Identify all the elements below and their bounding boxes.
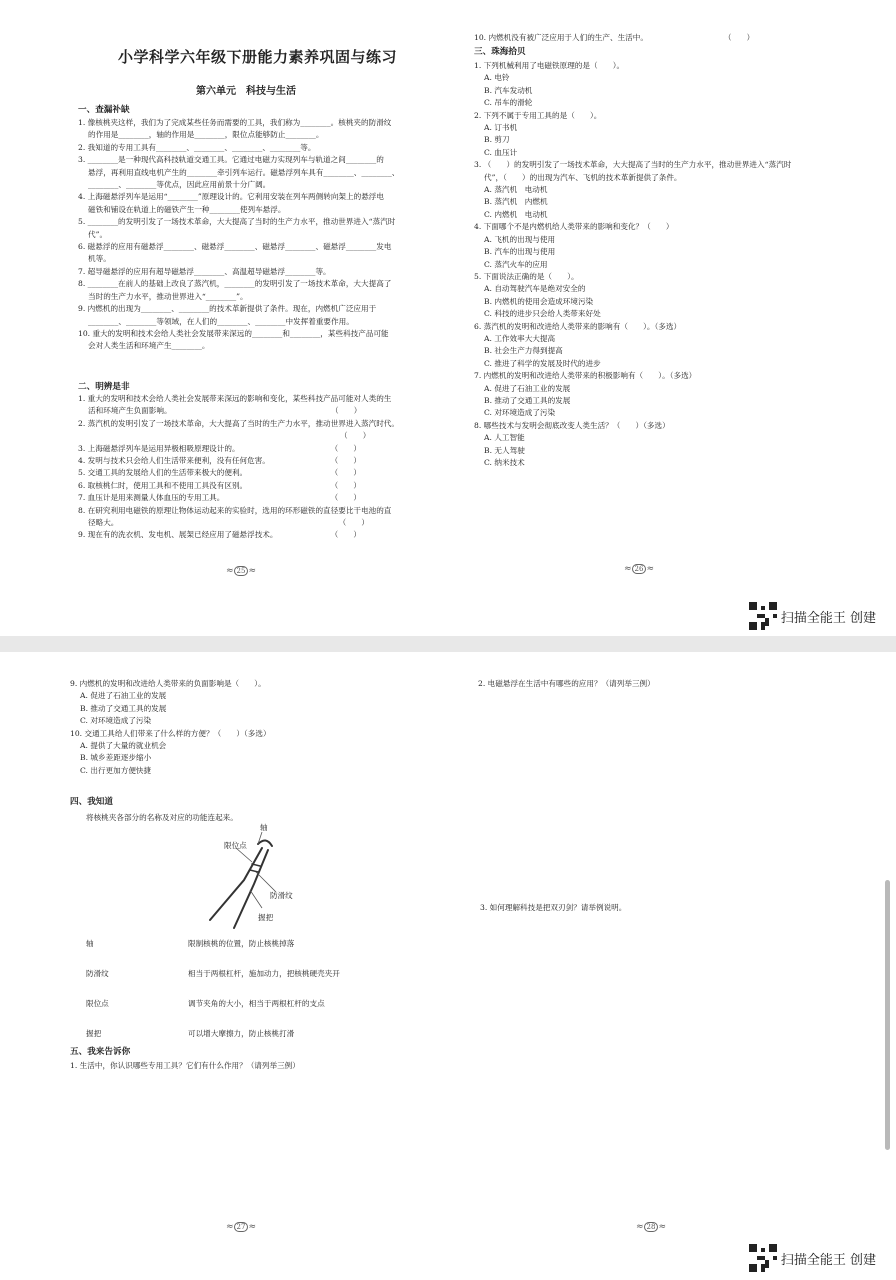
question-line: 代”。 [78, 229, 108, 239]
question-line: A. 人工智能 [474, 433, 525, 443]
question-line: 9. 内燃机的出现为________、________的技术革新提供了条件。现在，内燃机广泛应用于 [78, 304, 377, 314]
scanner-label: 扫描全能王 创建 [780, 1252, 876, 1268]
question-line: C. 血压计 [474, 147, 518, 157]
question-line: A. 促进了石油工业的发展 [474, 383, 571, 393]
question-line: B. 推动了交通工具的发展 [474, 395, 571, 405]
qr-code-icon [749, 1244, 777, 1272]
question-line: B. 剪刀 [474, 135, 510, 145]
question-line: ________、________等优点，因此应用前景十分广阔。 [78, 180, 271, 190]
worksheet-page-1 [0, 0, 896, 636]
question-line: A. 自动驾驶汽车是绝对安全的 [474, 284, 586, 294]
question-line: 8. ________在前人的基础上改良了蒸汽机，________的发明引发了一场技术革命，大大提高了 [78, 279, 392, 289]
scanner-label: 扫描全能王 创建 [780, 610, 876, 626]
question-line: 2. 蒸汽机的发明引发了一场技术革命，大大提高了当时的生产力水平，推动世界进入蒸汽时代。 [78, 418, 399, 428]
diagram-label-axis: 轴 [260, 823, 268, 832]
question-line: 10. 交通工具给人们带来了什么样的方便？（ ）（多选） [70, 728, 271, 738]
question-line: B. 汽车发动机 [474, 85, 533, 95]
question-line: A. 飞机的出现与使用 [474, 234, 556, 244]
question-line: B. 汽车的出现与使用 [474, 247, 556, 257]
question-line: 9. 内燃机的发明和改进给人类带来的负面影响是（ ）。 [70, 679, 266, 688]
question-line: 1. 重大的发明和技术会给人类社会发展带来深远的影响和变化，某些科技产品可能对人类的生 [78, 394, 392, 403]
unit-heading: 第六单元 科技与生活 [196, 86, 296, 97]
multiple-choice-list [474, 60, 791, 469]
page-separator [0, 636, 896, 652]
question-line: A. 电铃 [474, 73, 510, 83]
match-part: 轴 [86, 939, 94, 948]
question-line: 悬浮，再利用直线电机产生的________牵引列车运行。磁悬浮列车具有________、________、 [78, 167, 400, 177]
open-question-2: 2. 电磁悬浮在生活中有哪些的应用？（请列举三例） [478, 679, 655, 688]
question-line: 9. 现在有的洗衣机、发电机、展架已经应用了磁悬浮技术。 （ ） [78, 530, 362, 540]
question-line: 5. ________的发明引发了一场技术革命，大大提高了当时的生产力水平，推动世界进入“蒸汽时 [78, 217, 396, 227]
multiple-choice-continued-list [70, 678, 271, 777]
vertical-scrollbar[interactable] [885, 880, 890, 1150]
question-line: 4. 下面哪个不是内燃机给人类带来的影响和变化？（ ） [474, 222, 674, 232]
match-function: 调节夹角的大小，相当于两根杠杆的支点 [188, 999, 325, 1008]
question-line: 活和环境产生负面影响。 （ ） [78, 406, 362, 416]
question-line: 2. 我知道的专用工具有________、________、________、________等。 [78, 142, 316, 152]
nutcracker-diagram [196, 823, 316, 938]
question-line: B. 城乡差距逐步缩小 [70, 753, 152, 763]
question-line: 4. 上海磁悬浮列车是运用“________”原理设计的。它利用安装在列车两侧转向架上的悬浮电 [78, 192, 384, 202]
matching-prompt: 将核桃夹各部分的名称及对应的功能连起来。 [86, 813, 238, 822]
match-function: 可以增大摩擦力，防止核桃打滑 [188, 1029, 295, 1038]
section-multiple-choice-heading: 三、珠海拾贝 [474, 47, 526, 57]
fill-blanks-list [78, 117, 399, 353]
question-line: A. 提供了大量的就业机会 [70, 741, 167, 751]
question-line: C. 科技的进步只会给人类带来好处 [474, 309, 601, 319]
question-line: B. 蒸汽机 内燃机 [474, 197, 548, 207]
match-function: 相当于两根杠杆，施加动力，把核桃硬壳夹开 [188, 969, 340, 978]
open-question-1: 1. 生活中，你认识哪些专用工具？它们有什么作用？（请列举三例） [70, 1061, 300, 1070]
question-line: （ ） [78, 431, 371, 441]
question-line: C. 纳米技术 [474, 458, 525, 467]
question-line: 10. 重大的发明和技术会给人类社会发展带来深远的________和________，某些科技产品可能 [78, 328, 389, 338]
question-line: 5. 下面说法正确的是（ ）。 [474, 271, 579, 281]
question-line: C. 对环境造成了污染 [474, 408, 556, 418]
question-line: 1. 像核桃夹这样，我们为了完成某些任务而需要的工具，我们称为________。核桃夹的防滑纹 [78, 118, 392, 127]
question-line: 3. ________是一种现代高科技轨道交通工具。它通过电磁力实现列车与轨道之间________的 [78, 155, 384, 165]
question-line: B. 社会生产力得到提高 [474, 346, 563, 356]
question-line: 的作用是________，轴的作用是________，限位点能够防止________。 [78, 130, 324, 140]
question-line: 1. 下列机械利用了电磁铁原理的是（ ）。 [474, 61, 625, 70]
question-line: ________、________等领域，在人们的________、________中发挥着重要作用。 [78, 316, 354, 326]
diagram-label-handle: 握把 [258, 913, 274, 922]
question-line: 当时的生产力水平，推动世界进入“________”。 [78, 291, 248, 301]
question-line: 8. 在研究利用电磁铁的原理让物体运动起来的实验时，选用的环形磁铁的直径要比干电池的直 [78, 505, 392, 515]
question-line: B. 推动了交通工具的发展 [70, 703, 167, 713]
question-line: C. 吊车的滑轮 [474, 98, 533, 108]
question-line: 6. 取核桃仁时，使用工具和不使用工具没有区别。 （ ） [78, 480, 362, 490]
match-part: 防滑纹 [86, 969, 109, 978]
scanner-watermark [749, 1244, 876, 1272]
diagram-label-grip-texture: 防滑纹 [270, 891, 293, 900]
section-true-false-heading: 二、明辨是非 [78, 382, 130, 392]
match-part: 握把 [86, 1029, 102, 1038]
worksheet-title: 小学科学六年级下册能力素养巩固与练习 [118, 48, 398, 66]
match-part: 限位点 [86, 999, 109, 1008]
question-line: A. 工作效率大大提高 [474, 333, 556, 343]
page-number-right: ≈ 26 ≈ [624, 564, 655, 574]
question-line: B. 内燃机的使用会造成环境污染 [474, 296, 594, 306]
question-line: A. 促进了石油工业的发展 [70, 691, 167, 701]
page-number-left: ≈ 27 ≈ [226, 1222, 257, 1232]
question-line: 代”，（ ）的出现为汽车、飞机的技术革新提供了条件。 [474, 172, 682, 182]
question-line: C. 对环境造成了污染 [70, 716, 152, 726]
question-line: 6. 蒸汽机的发明和改进给人类带来的影响有（ ）。（多选） [474, 321, 682, 331]
question-line: C. 内燃机 电动机 [474, 209, 548, 219]
question-line: 会对人类生活和环境产生________。 [78, 341, 210, 351]
question-line: 4. 发明与技术只会给人们生活带来便利，没有任何危害。 （ ） [78, 456, 362, 466]
question-line: C. 推进了科学的发展及时代的进步 [474, 358, 601, 368]
question-line: 7. 超导磁悬浮的应用有超导磁悬浮________、高温超导磁悬浮________等。 [78, 266, 331, 276]
qr-code-icon [749, 602, 777, 630]
worksheet-page-2 [0, 652, 896, 1280]
question-line: 机等。 [78, 254, 111, 264]
section-i-know-heading: 四、我知道 [70, 797, 113, 807]
question-line: 5. 交通工具的发展给人们的生活带来极大的便利。 （ ） [78, 468, 362, 478]
scanner-watermark [749, 602, 876, 630]
question-line: 3. 上海磁悬浮列车是运用异极相吸原理设计的。 （ ） [78, 443, 362, 453]
question-line: 7. 内燃机的发明和改进给人类带来的积极影响有（ ）。（多选） [474, 371, 697, 381]
nutcracker-icon [196, 828, 316, 938]
question-line: A. 蒸汽机 电动机 [474, 185, 548, 195]
question-line: A. 订书机 [474, 123, 518, 133]
question-line: 径略大。 （ ） [78, 518, 369, 528]
question-line: B. 无人驾驶 [474, 445, 525, 455]
question-line: 2. 下列不属于专用工具的是（ ）。 [474, 110, 602, 120]
question-line: 6. 磁悬浮的应用有磁悬浮________、磁悬浮________、磁悬浮________、磁悬浮________发电 [78, 242, 392, 252]
section-fill-blanks-heading: 一、查漏补缺 [78, 105, 130, 115]
match-function: 限制核桃的位置，防止核桃掉落 [188, 939, 295, 948]
true-false-list [78, 393, 399, 542]
question-line: 8. 哪些技术与发明会彻底改变人类生活？（ ）（多选） [474, 420, 670, 430]
question-line: 磁铁和铺设在轨道上的磁铁产生一种________使列车悬浮。 [78, 204, 286, 214]
open-question-3: 3. 如何理解科技是把双刃剑？请举例说明。 [480, 903, 627, 912]
question-line: 3. （ ）的发明引发了一场技术革命，大大提高了当时的生产力水平，推动世界进入“蒸汽时 [474, 160, 792, 170]
section-tell-you-heading: 五、我来告诉你 [70, 1047, 131, 1057]
page-number-left: ≈ 25 ≈ [226, 566, 257, 576]
true-false-q10: 10. 内燃机没有被广泛应用于人们的生产、生活中。 （ ） [474, 33, 755, 42]
diagram-label-limit-point: 限位点 [224, 841, 247, 850]
question-line: C. 出行更加方便快捷 [70, 765, 152, 775]
question-line: C. 蒸汽火车的应用 [474, 259, 548, 269]
page-number-right: ≈ 28 ≈ [636, 1222, 667, 1232]
question-line: 7. 血压计是用来测量人体血压的专用工具。 （ ） [78, 493, 362, 503]
